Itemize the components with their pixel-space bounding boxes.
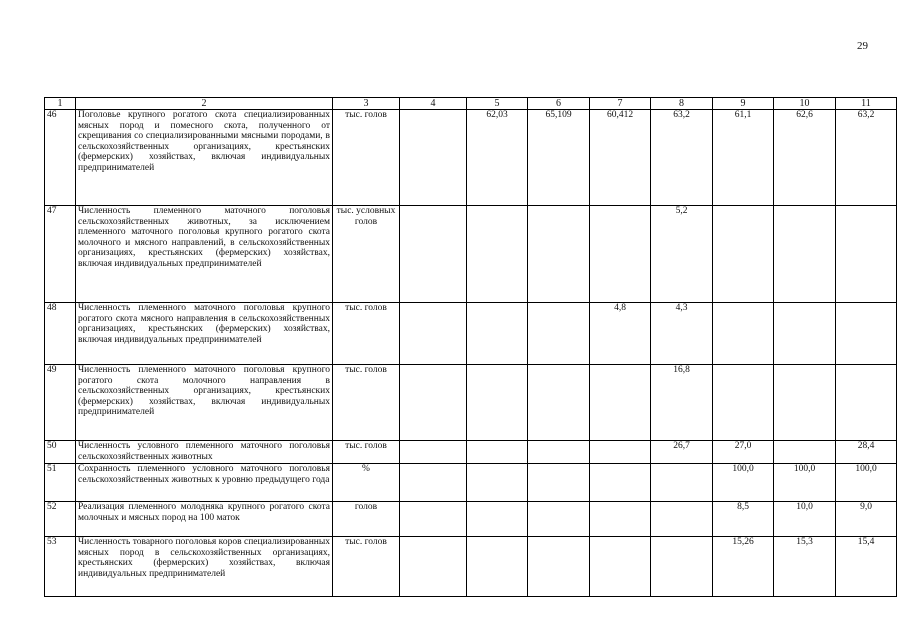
header-cell: 11 xyxy=(836,98,897,110)
value-cell: 100,0 xyxy=(713,464,774,502)
table-row xyxy=(45,110,897,206)
indicator-name: Поголовье крупного рогатого скота специализированных мясных пород и помесного скота, полученного от скрещивания со специализированными мясными породами, в сельскохозяйственных организациях, крестьянских (фермерских) хозяйствах, включая индивидуальных предпринимателей xyxy=(76,110,333,206)
indicator-name: Реализация племенного молодняка крупного рогатого скота молочных и мясных пород на 100 маток xyxy=(76,502,333,537)
value-cell xyxy=(528,441,590,464)
unit-cell: тыс. голов xyxy=(333,537,400,597)
value-cell xyxy=(651,502,713,537)
value-cell xyxy=(467,206,528,303)
header-cell: 4 xyxy=(400,98,467,110)
row-number: 50 xyxy=(45,441,76,464)
value-cell: 62,03 xyxy=(467,110,528,206)
unit-cell: тыс. голов xyxy=(333,303,400,365)
value-cell xyxy=(590,502,651,537)
value-cell: 9,0 xyxy=(836,502,897,537)
value-cell xyxy=(590,537,651,597)
value-cell: 63,2 xyxy=(651,110,713,206)
value-cell xyxy=(774,206,836,303)
header-cell: 3 xyxy=(333,98,400,110)
value-cell: 65,109 xyxy=(528,110,590,206)
unit-cell: голов xyxy=(333,502,400,537)
indicator-name: Численность племенного маточного поголовья крупного рогатого скота мясного направления в сельскохозяйственных организациях, крестьянских (фермерских) хозяйствах, включая индивидуальных предпринимателей xyxy=(76,303,333,365)
value-cell xyxy=(528,206,590,303)
value-cell xyxy=(774,441,836,464)
value-cell xyxy=(400,206,467,303)
indicator-name: Сохранность племенного условного маточного поголовья сельскохозяйственных животных к уровню предыдущего года xyxy=(76,464,333,502)
row-number: 51 xyxy=(45,464,76,502)
value-cell xyxy=(528,537,590,597)
value-cell xyxy=(836,206,897,303)
indicators-table xyxy=(44,97,897,597)
table-row xyxy=(45,365,897,441)
value-cell xyxy=(836,303,897,365)
value-cell xyxy=(651,464,713,502)
table-row xyxy=(45,502,897,537)
indicator-name: Численность товарного поголовья коров специализированных мясных пород в сельскохозяйственных организациях, крестьянских (фермерских) хозяйствах, включая индивидуальных предпринимателей xyxy=(76,537,333,597)
value-cell: 63,2 xyxy=(836,110,897,206)
header-cell: 2 xyxy=(76,98,333,110)
value-cell xyxy=(467,441,528,464)
value-cell xyxy=(400,537,467,597)
value-cell xyxy=(400,303,467,365)
value-cell xyxy=(528,464,590,502)
row-number: 52 xyxy=(45,502,76,537)
row-number: 47 xyxy=(45,206,76,303)
value-cell xyxy=(400,110,467,206)
value-cell xyxy=(774,303,836,365)
value-cell xyxy=(713,206,774,303)
unit-cell: тыс. условных голов xyxy=(333,206,400,303)
value-cell: 27,0 xyxy=(713,441,774,464)
header-cell: 1 xyxy=(45,98,76,110)
indicator-name: Численность племенного маточного поголовья крупного рогатого скота молочного направления в сельскохозяйственных организациях, крестьянских (фермерских) хозяйствах, включая индивидуальных предпринимателей xyxy=(76,365,333,441)
row-number: 48 xyxy=(45,303,76,365)
row-number: 46 xyxy=(45,110,76,206)
value-cell: 10,0 xyxy=(774,502,836,537)
value-cell: 26,7 xyxy=(651,441,713,464)
value-cell: 15,26 xyxy=(713,537,774,597)
value-cell xyxy=(400,464,467,502)
unit-cell: % xyxy=(333,464,400,502)
table-row xyxy=(45,441,897,464)
value-cell: 60,412 xyxy=(590,110,651,206)
table-row xyxy=(45,464,897,502)
value-cell: 5,2 xyxy=(651,206,713,303)
header-cell: 6 xyxy=(528,98,590,110)
unit-cell: тыс. голов xyxy=(333,441,400,464)
value-cell: 4,8 xyxy=(590,303,651,365)
table-header-row xyxy=(45,98,897,110)
value-cell xyxy=(400,441,467,464)
header-cell: 7 xyxy=(590,98,651,110)
value-cell xyxy=(590,206,651,303)
value-cell xyxy=(836,365,897,441)
indicator-name: Численность условного племенного маточного поголовья сельскохозяйственных животных xyxy=(76,441,333,464)
value-cell xyxy=(528,303,590,365)
value-cell xyxy=(467,303,528,365)
value-cell: 100,0 xyxy=(774,464,836,502)
unit-cell: тыс. голов xyxy=(333,365,400,441)
row-number: 49 xyxy=(45,365,76,441)
value-cell: 100,0 xyxy=(836,464,897,502)
table-row xyxy=(45,303,897,365)
value-cell: 16,8 xyxy=(651,365,713,441)
value-cell: 28,4 xyxy=(836,441,897,464)
value-cell xyxy=(590,365,651,441)
value-cell xyxy=(400,502,467,537)
value-cell xyxy=(467,537,528,597)
value-cell: 8,5 xyxy=(713,502,774,537)
value-cell xyxy=(528,502,590,537)
value-cell: 15,4 xyxy=(836,537,897,597)
header-cell: 9 xyxy=(713,98,774,110)
value-cell xyxy=(467,502,528,537)
unit-cell: тыс. голов xyxy=(333,110,400,206)
value-cell xyxy=(528,365,590,441)
header-cell: 10 xyxy=(774,98,836,110)
header-cell: 5 xyxy=(467,98,528,110)
row-number: 53 xyxy=(45,537,76,597)
indicator-name: Численность племенного маточного поголовья сельскохозяйственных животных, за исключением племенного маточного поголовья крупного рогатого скота молочного и мясного направлений, в сельскохозяйственных организациях, крестьянских (фермерских) хозяйствах, включая индивидуальных предпринимателей xyxy=(76,206,333,303)
value-cell xyxy=(651,537,713,597)
value-cell xyxy=(467,464,528,502)
value-cell xyxy=(713,303,774,365)
value-cell xyxy=(467,365,528,441)
table-row xyxy=(45,206,897,303)
page-number: 29 xyxy=(857,40,868,52)
value-cell xyxy=(713,365,774,441)
table-row xyxy=(45,537,897,597)
value-cell: 61,1 xyxy=(713,110,774,206)
value-cell xyxy=(774,365,836,441)
value-cell xyxy=(400,365,467,441)
value-cell: 15,3 xyxy=(774,537,836,597)
value-cell xyxy=(590,441,651,464)
value-cell: 4,3 xyxy=(651,303,713,365)
header-cell: 8 xyxy=(651,98,713,110)
value-cell xyxy=(590,464,651,502)
value-cell: 62,6 xyxy=(774,110,836,206)
